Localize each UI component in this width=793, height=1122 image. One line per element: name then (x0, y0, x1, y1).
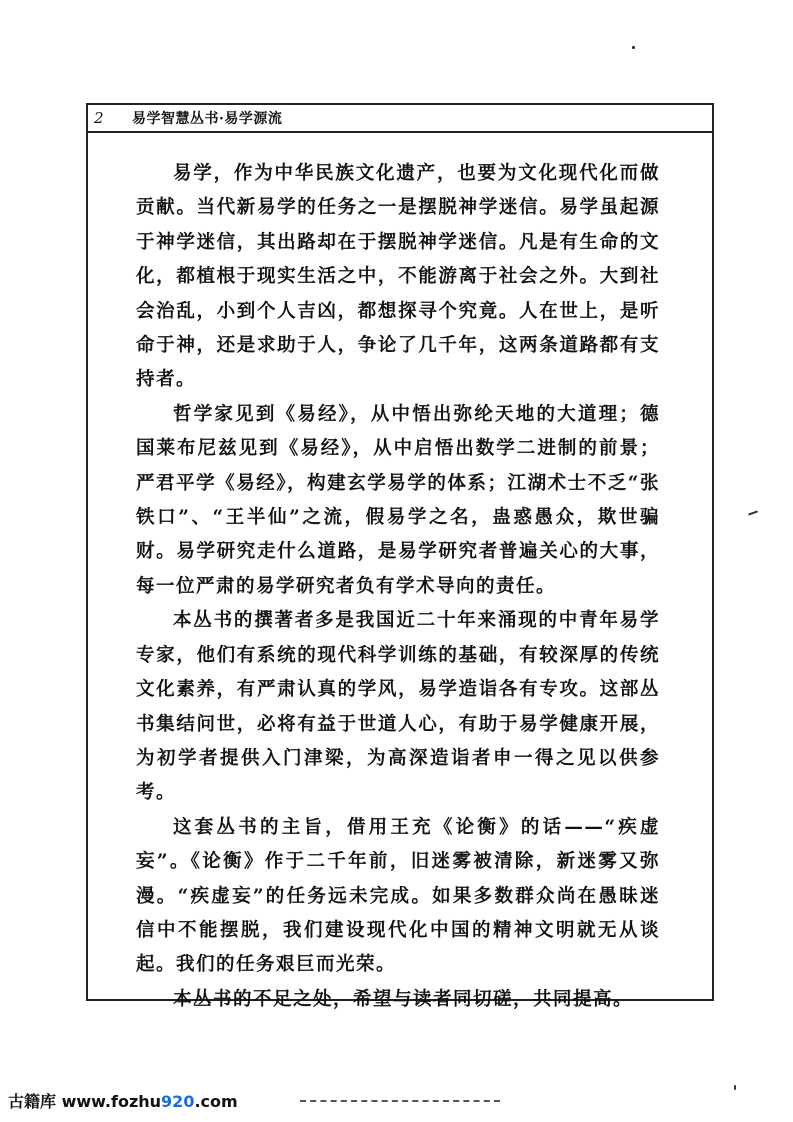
running-header (88, 105, 712, 133)
paragraph-5: 本丛书的不足之处，希望与读者同切磋，共同提高。 (173, 988, 634, 1010)
watermark-site-name: 古籍库 (8, 1092, 57, 1111)
footer-watermark[interactable] (8, 1089, 238, 1112)
scan-artifact-dot (632, 46, 635, 49)
scan-artifact-tick (748, 510, 758, 515)
scan-artifact-dash (300, 1100, 500, 1104)
watermark-url-suffix: .com (194, 1092, 238, 1111)
page-number: 2 (94, 109, 104, 127)
watermark-url-highlight: 920 (161, 1092, 195, 1111)
paragraph-4: 这套丛书的主旨，借用王充《论衡》的话——“疾虚妄”。《论衡》作于二千年前，旧迷雾被清除，新迷雾又弥漫。“疾虚妄”的任务远未完成。如果多数群众尚在愚昧迷信中不能摆脱，我们建设现代化中国的精神文明就无从谈起。我们的任务艰巨而光荣。 (136, 816, 660, 976)
watermark-url-prefix: www.fozhu (61, 1092, 162, 1111)
header-title: 易学智慧丛书·易学源流 (132, 111, 283, 127)
scan-artifact-dot (734, 1085, 736, 1090)
paragraph-3: 本丛书的撰著者多是我国近二十年来涌现的中青年易学专家，他们有系统的现代科学训练的基础，有较深厚的传统文化素养，有严肃认真的学风，易学造诣各有专攻。这部丛书集结问世，必将有益于世道人心，有助于易学健康开展，为初学者提供入门津梁，为高深造诣者申一得之见以供参考。 (136, 610, 660, 804)
body-text (136, 157, 660, 1017)
paragraph-1: 易学，作为中华民族文化遗产，也要为文化现代化而做贡献。当代新易学的任务之一是摆脱神学迷信。易学虽起源于神学迷信，其出路却在于摆脱神学迷信。凡是有生命的文化，都植根于现实生活之中，不能游离于社会之外。大到社会治乱，小到个人吉凶，都想探寻个究竟。人在世上，是听命于神，还是求助于人，争论了几千年，这两条道路都有支持者。 (136, 163, 660, 391)
paragraph-2: 哲学家见到《易经》，从中悟出弥纶天地的大道理；德国莱布尼兹见到《易经》，从中启悟出数学二进制的前景；严君平学《易经》，构建玄学易学的体系；江湖术士不乏“张铁口”、“王半仙”之流，假易学之名，蛊惑愚众，欺世骗财。易学研究走什么道路，是易学研究者普遍关心的大事，每一位严肃的易学研究者负有学术导向的责任。 (136, 403, 660, 597)
